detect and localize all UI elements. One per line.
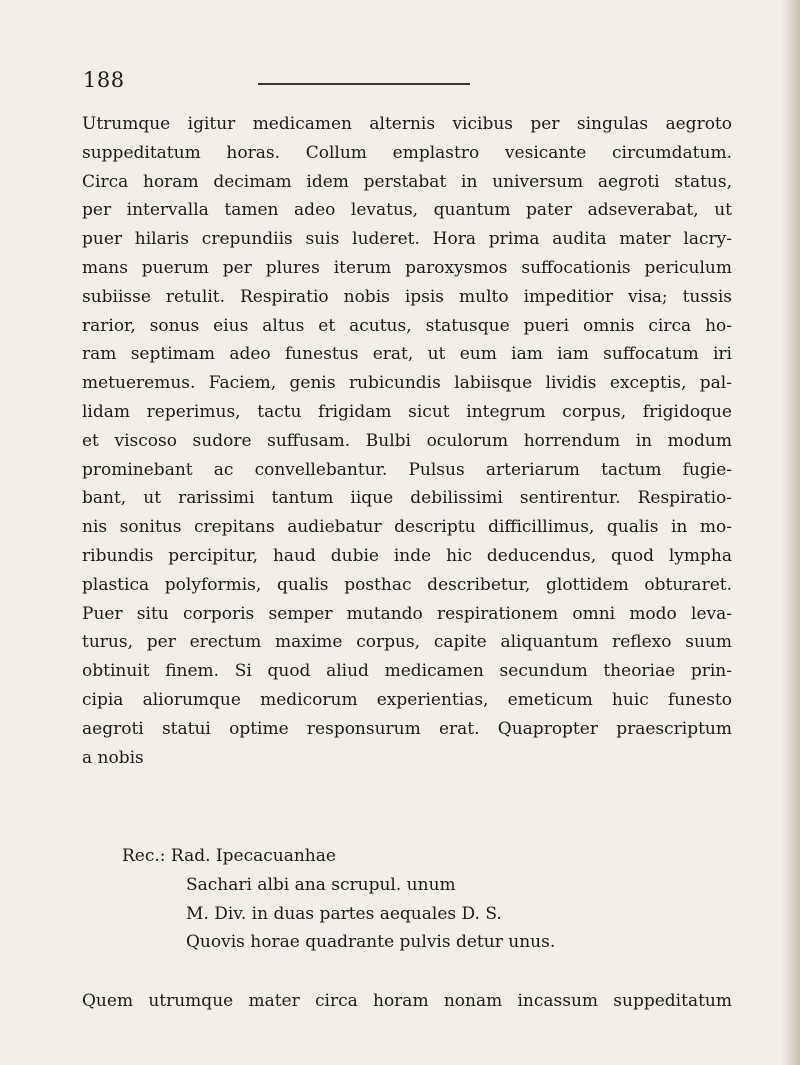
text-line: obtinuit finem. Si quod aliud medicamen secundum theoriae prin- [82,661,732,682]
page-number: 188 [83,68,125,92]
text-line: puer hilaris crepundiis suis luderet. Hora prima audita mater lacry- [82,229,732,250]
text-line: Circa horam decimam idem perstabat in universum aegroti status, [82,171,732,192]
text-line: per intervalla tamen adeo levatus, quantum pater adseverabat, ut [82,200,732,221]
prescription-line: M. Div. in duas partes aequales D. S. [186,903,502,924]
text-line: bant, ut rarissimi tantum iique debilissimi sentirentur. Respiratio- [82,488,732,509]
prescription-line: Rec.: Rad. Ipecacuanhae [122,846,336,866]
prescription-block [122,842,555,957]
text-line: mans puerum per plures iterum paroxysmos suffocationis periculum [82,257,732,278]
text-line: plastica polyformis, qualis posthac describetur, glottidem obturaret. [82,574,732,595]
text-line: et viscoso sudore suffusam. Bulbi oculorum horrendum in modum [82,430,732,451]
prescription-line: Quovis horae quadrante pulvis detur unus. [186,932,556,953]
text-line: ribundis percipitur, haud dubie inde hic deducendus, quod lympha [82,545,732,566]
text-line: aegroti statui optime responsurum erat. Quapropter praescriptum [82,718,732,739]
main-paragraph [82,110,732,772]
text-line: ram septimam adeo funestus erat, ut eum iam iam suffocatum iri [82,344,732,365]
text-line: prominebant ac convellebantur. Pulsus arteriarum tactum fugie- [82,459,732,480]
text-line: suppeditatum horas. Collum emplastro vesicante circumdatum. [82,142,732,163]
text-line: turus, per erectum maxime corpus, capite aliquantum reflexo suum [82,632,732,653]
continuation-line: Quem utrumque mater circa horam nonam incassum suppeditatum [82,991,732,1011]
text-line: Puer situ corporis semper mutando respirationem omni modo leva- [82,603,732,624]
prescription-line: Sachari albi ana scrupul. unum [186,874,456,895]
header-rule [258,83,470,85]
text-line: a nobis [82,747,144,768]
text-line: lidam reperimus, tactu frigidam sicut integrum corpus, frigidoque [82,401,732,422]
page-edge-shadow [782,0,800,1065]
text-line: cipia aliorumque medicorum experientias, emeticum huic funesto [82,689,732,710]
text-line: rarior, sonus eius altus et acutus, statusque pueri omnis circa ho- [82,315,732,336]
text-line: metueremus. Faciem, genis rubicundis labiisque lividis exceptis, pal- [82,373,732,394]
text-line: nis sonitus crepitans audiebatur descriptu difficillimus, qualis in mo- [82,517,732,538]
text-line: subiisse retulit. Respiratio nobis ipsis multo impeditior visa; tussis [82,286,732,307]
text-line: Utrumque igitur medicamen alternis vicibus per singulas aegroto [82,114,732,134]
